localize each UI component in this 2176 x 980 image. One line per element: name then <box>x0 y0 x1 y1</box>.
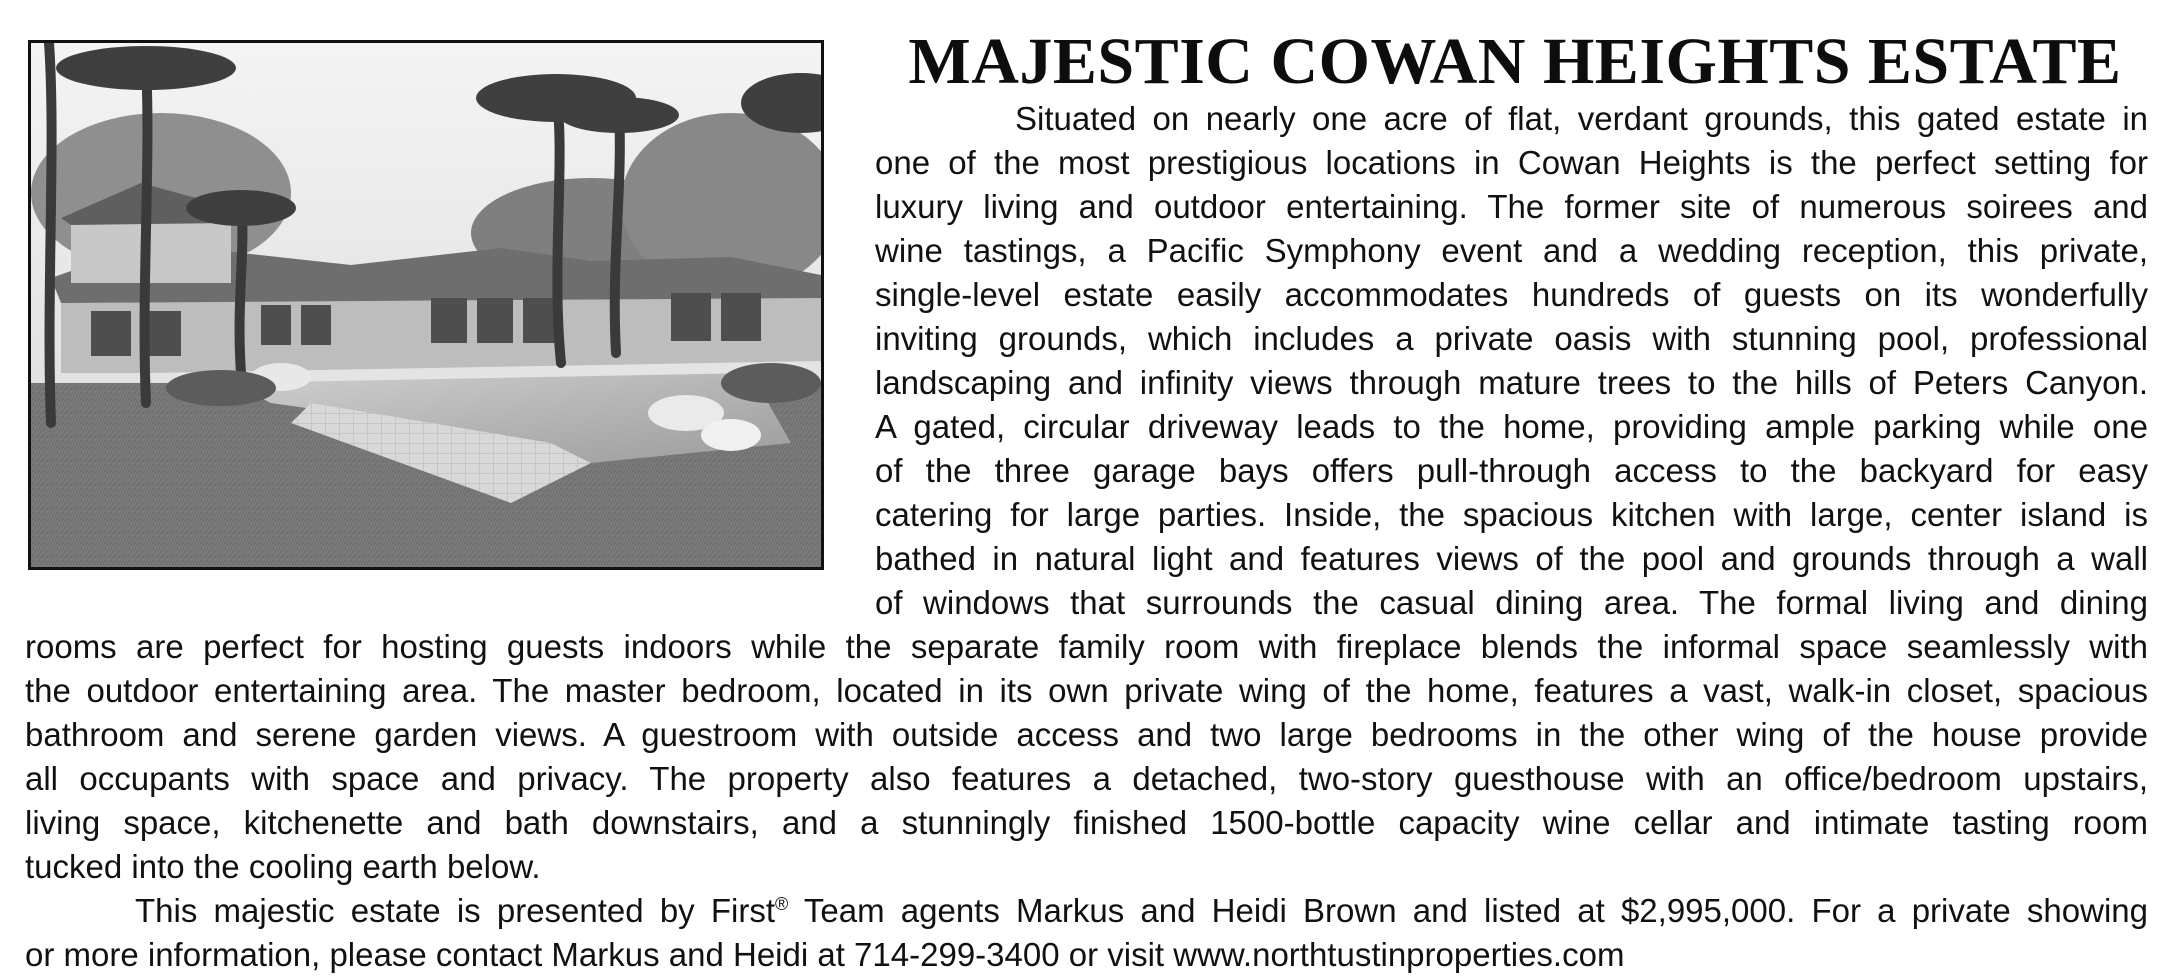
registered-mark: ® <box>775 894 789 914</box>
body-line: A gated, circular driveway leads to the home, providing ample parking while one <box>875 408 2148 445</box>
body-line: catering for large parties. Inside, the spacious kitchen with large, center island is <box>875 496 2148 533</box>
body-line: tucked into the cooling earth below. <box>25 848 541 885</box>
estate-photo <box>28 40 824 570</box>
body-line: of the three garage bays offers pull-through access to the backyard for easy <box>875 452 2148 489</box>
headline: MAJESTIC COWAN HEIGHTS ESTATE <box>908 25 2122 98</box>
body-line: of windows that surrounds the casual dining area. The formal living and dining <box>875 584 2148 621</box>
body-line: living space, kitchenette and bath downstairs, and a stunningly finished 1500-bottle capacity wine cellar and intimate tasting room <box>25 804 2148 841</box>
body-line: single-level estate easily accommodates hundreds of guests on its wonderfully <box>875 276 2148 313</box>
body-line: bathroom and serene garden views. A guestroom with outside access and two large bedrooms in the other wing of the house provide <box>25 716 2148 753</box>
body-line: rooms are perfect for hosting guests indoors while the separate family room with fireplace blends the informal space seamlessly with <box>25 628 2148 665</box>
contact-line: or more information, please contact Markus and Heidi at 714-299-3400 or visit www.northtustinproperties.com <box>25 936 1625 973</box>
pool-estate-photo-icon <box>31 43 821 567</box>
body-line: the outdoor entertaining area. The master bedroom, located in its own private wing of the home, features a vast, walk-in closet, spacious <box>25 672 2148 709</box>
body-line: one of the most prestigious locations in Cowan Heights is the perfect setting for <box>875 144 2148 181</box>
contact-text: This majestic estate is presented by First <box>135 892 776 929</box>
body-line: luxury living and outdoor entertaining. The former site of numerous soirees and <box>875 188 2148 225</box>
body-line: Situated on nearly one acre of flat, verdant grounds, this gated estate in <box>1015 100 2148 137</box>
contact-line <box>135 889 2148 933</box>
body-line: landscaping and infinity views through mature trees to the hills of Peters Canyon. <box>875 364 2148 401</box>
body-line: inviting grounds, which includes a private oasis with stunning pool, professional <box>875 320 2148 357</box>
body-line: all occupants with space and privacy. The property also features a detached, two-story guesthouse with an office/bedroom upstairs, <box>25 760 2148 797</box>
body-line: wine tastings, a Pacific Symphony event and a wedding reception, this private, <box>875 232 2148 269</box>
contact-text: Team agents Markus and Heidi Brown and listed at $2,995,000. For a private showing <box>788 892 2148 929</box>
body-line: bathed in natural light and features views of the pool and grounds through a wall <box>875 540 2148 577</box>
